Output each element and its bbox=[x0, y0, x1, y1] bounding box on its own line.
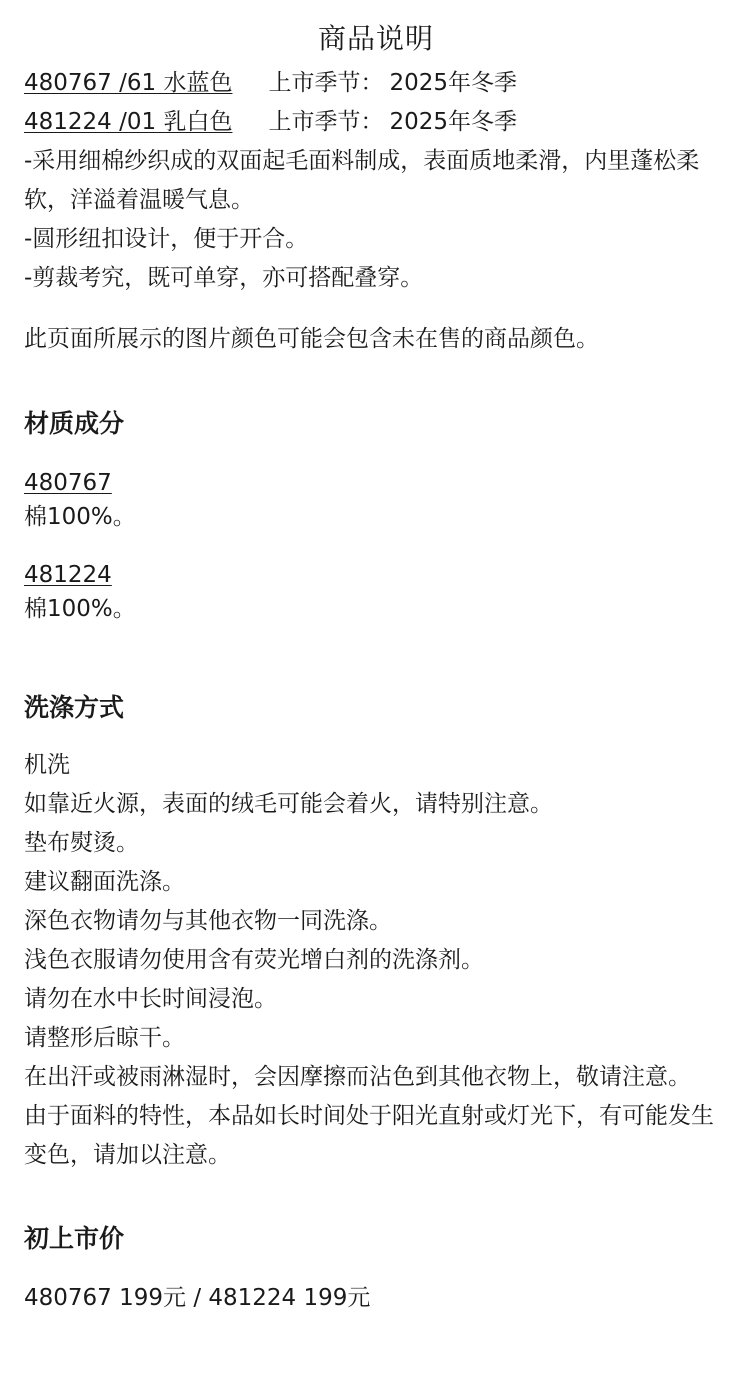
sku-list bbox=[24, 64, 728, 142]
washing-instructions bbox=[24, 746, 728, 1175]
feature-item: -采用细棉纱织成的双面起毛面料制成，表面质地柔滑，内里蓬松柔软，洋溢着温暖气息。 bbox=[24, 148, 700, 213]
sku-row bbox=[24, 103, 728, 142]
material-code-link[interactable]: 480767 bbox=[24, 470, 112, 496]
initial-price: 480767 199元 / 481224 199元 bbox=[24, 1285, 371, 1311]
washing-line: 深色衣物请勿与其他衣物一同洗涤。 bbox=[24, 908, 392, 934]
washing-line: 请勿在水中长时间浸泡。 bbox=[24, 986, 277, 1012]
washing-line: 浅色衣服请勿使用含有荧光增白剂的洗涤剂。 bbox=[24, 947, 484, 973]
washing-heading: 洗涤方式 bbox=[24, 693, 125, 722]
material-composition: 棉100%。 bbox=[24, 596, 136, 622]
material-code-link[interactable]: 481224 bbox=[24, 562, 112, 588]
material-item bbox=[24, 466, 728, 534]
price-heading: 初上市价 bbox=[24, 1224, 125, 1253]
page-title: 商品说明 bbox=[317, 22, 434, 55]
sku-code-link[interactable]: 480767 /61 水蓝色 bbox=[24, 70, 233, 96]
washing-line: 在出汗或被雨淋湿时，会因摩擦而沾色到其他衣物上，敬请注意。 bbox=[24, 1064, 691, 1090]
feature-item: -圆形纽扣设计，便于开合。 bbox=[24, 226, 309, 252]
washing-line: 垫布熨烫。 bbox=[24, 830, 139, 856]
color-disclaimer: 此页面所展示的图片颜色可能会包含未在售的商品颜色。 bbox=[24, 326, 599, 352]
sku-row bbox=[24, 64, 728, 103]
product-description-page bbox=[24, 0, 728, 1318]
materials-heading: 材质成分 bbox=[24, 409, 125, 438]
washing-line: 建议翻面洗涤。 bbox=[24, 869, 185, 895]
feature-item: -剪裁考究，既可单穿，亦可搭配叠穿。 bbox=[24, 265, 424, 291]
material-composition: 棉100%。 bbox=[24, 504, 136, 530]
washing-line: 如靠近火源，表面的绒毛可能会着火，请特别注意。 bbox=[24, 791, 553, 817]
season-value: 2025年冬季 bbox=[389, 70, 517, 96]
material-item bbox=[24, 558, 728, 626]
sku-code-link[interactable]: 481224 /01 乳白色 bbox=[24, 109, 233, 135]
washing-line: 机洗 bbox=[24, 752, 70, 778]
feature-list bbox=[24, 142, 728, 298]
season-value: 2025年冬季 bbox=[389, 109, 517, 135]
season-label: 上市季节： bbox=[268, 70, 384, 96]
washing-line: 请整形后晾干。 bbox=[24, 1025, 185, 1051]
season-label: 上市季节： bbox=[268, 109, 384, 135]
washing-line: 由于面料的特性，本品如长时间处于阳光直射或灯光下，有可能发生变色，请加以注意。 bbox=[24, 1103, 714, 1168]
